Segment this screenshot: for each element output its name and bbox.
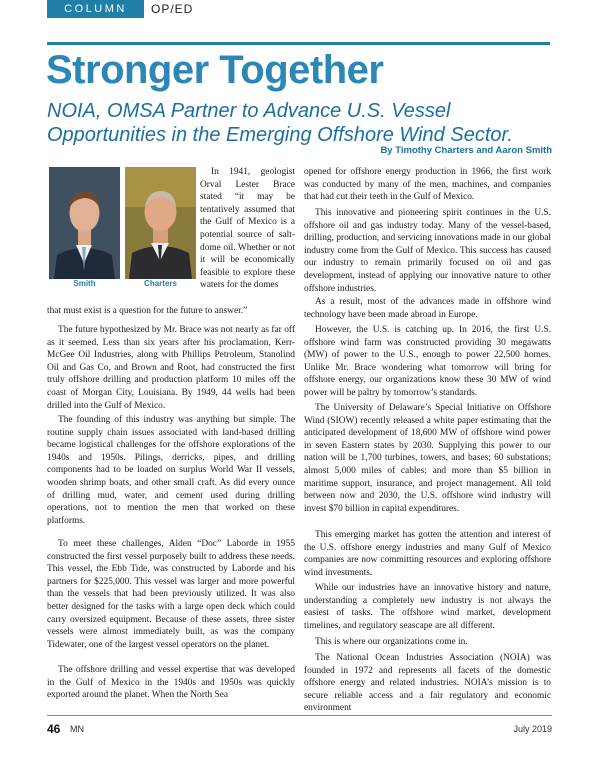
- header-rule: [47, 42, 550, 45]
- category-label: OP/ED: [151, 2, 194, 16]
- col1-paragraph: The founding of this industry was anything but simple. The routine supply chain issues associated with land-based drilling became logistical challenges for the offshore explorations of the 1940s and 1950s. Pilings, derricks, pipes, and drilling components had to be loaded on surplus World War II vessels, wooden shrimp boats, and other small craft. As did every ounce of drilling mud, water, and cement used during drilling operations, not to mention the men that worked on these platforms.: [47, 415, 295, 526]
- article-deck: NOIA, OMSA Partner to Advance U.S. Vessel Opportunities in the Emerging Offshore Wind Sector.: [47, 100, 513, 146]
- col2-paragraph: However, the U.S. is catching up. In 2016, the first U.S. offshore wind farm was constructed providing 30 megawatts (MW) of power to the U.S., enough to power 22,500 homes. Unlike Mr. Brace wondering what tomorrow will bring for offshore energy, our organizations know these 30 MW of wind power will be paltry by tomorrow’s standards.: [304, 325, 551, 398]
- col2-paragraph: The National Ocean Industries Association (NOIA) was founded in 1972 and represents all facets of the domestic offshore energy and related industries. NOIA’s mission is to secure reliable access and a fair regulatory and economic environment: [304, 653, 551, 714]
- section-tab: COLUMN: [47, 0, 144, 18]
- col1-paragraph: The future hypothesized by Mr. Brace was not nearly as far off as it seemed. Less than six years after his proclamation, Kerr-McGee Oil Industries, along with Phillips Petroleum, Stanolind Oil and Gas Co, and Brown and Root, had constructed the first truly offshore drilling and production platform 10 miles off the coast of Morgan City, Louisiana. By 1949, 44 wells had been drilled into the Gulf of Mexico.: [47, 325, 295, 411]
- col2-paragraph: As a result, most of the advances made in offshore wind technology have been made abroad in Europe.: [304, 297, 551, 320]
- photo-caption-charters: Charters: [144, 279, 177, 288]
- author-photo-smith: [49, 167, 120, 279]
- col2-paragraph: This innovative and pioneering spirit continues in the U.S. offshore oil and gas industry today. Many of the vessel-based, drilling, production, and servicing innovations made in our global industry come from the Gulf of Mexico. This success has caused our industry to remain primarily focused on oil and gas development, instead of applying our innovative nature to other offshore industries.: [304, 208, 551, 294]
- page-number: 46: [47, 722, 61, 736]
- publication-name: MN: [70, 724, 84, 734]
- photo-caption-smith: Smith: [73, 279, 96, 288]
- intro-paragraph: In 1941, geologist Orval Lester Brace stated “it may be tentatively assumed that the Gulf of Mexico is a potential source of salt-dome oil. Whether or not it will be economically feasible to explore these waters for the domes: [200, 167, 295, 291]
- col1-paragraph: that must exist is a question for the future to answer.”: [47, 306, 248, 316]
- col1-paragraph: The offshore drilling and vessel expertise that was developed in the Gulf of Mexico in the 1940s and 1950s was quickly exported around the planet. When the North Sea: [47, 665, 295, 701]
- footer-rule: [47, 715, 552, 716]
- col1-paragraph: To meet these challenges, Alden “Doc” Laborde in 1955 constructed the first vessel purposely built to address these needs. This vessel, the Ebb Tide, was constructed by Laborde and his partners for $225,000. This vessel was larger and more powerful than the vessels that had been previously utilized. It was also better designed for the tasks with a large open deck which could carry oversized equipment. Because of these assets, three sister vessels were almost immediately built, as was the company Tidewater, one of the largest vessel operators on the planet.: [47, 539, 295, 650]
- col2-paragraph: While our industries have an innovative history and nature, understanding a completely new industry is not always the easiest of tasks. The offshore wind market, development timelines, and regulatory seascape are all different.: [304, 583, 551, 631]
- col2-paragraph: This is where our organizations come in.: [315, 637, 468, 647]
- article-byline: By Timothy Charters and Aaron Smith: [380, 145, 552, 156]
- author-photo-charters: [125, 167, 196, 279]
- col2-paragraph: This emerging market has gotten the attention and interest of the U.S. offshore energy industries and many Gulf of Mexico companies are now committing resources and exploring offshore wind investments.: [304, 530, 551, 578]
- col2-paragraph: The University of Delaware’s Special Initiative on Offshore Wind (SIOW) recently released a white paper estimating that the anticipated development of 18,600 MW of offshore wind power in seven Eastern states by 2030. Supplying this power to our nation will be 1,700 turbines, towers, and bases; 60 substations; almost 5,000 miles of cables; and more than $5 billion in maritime support, insurance, and project management. All told between now and 2030, the U.S. offshore wind industry will invest $70 billion in capital expenditures.: [304, 403, 551, 514]
- col2-paragraph: opened for offshore energy production in 1966, the first work was conducted by many of the men, machines, and companies that had cut their teeth in the Gulf of Mexico.: [304, 167, 551, 203]
- issue-date: July 2019: [513, 724, 552, 734]
- article-title: Stronger Together: [46, 48, 384, 92]
